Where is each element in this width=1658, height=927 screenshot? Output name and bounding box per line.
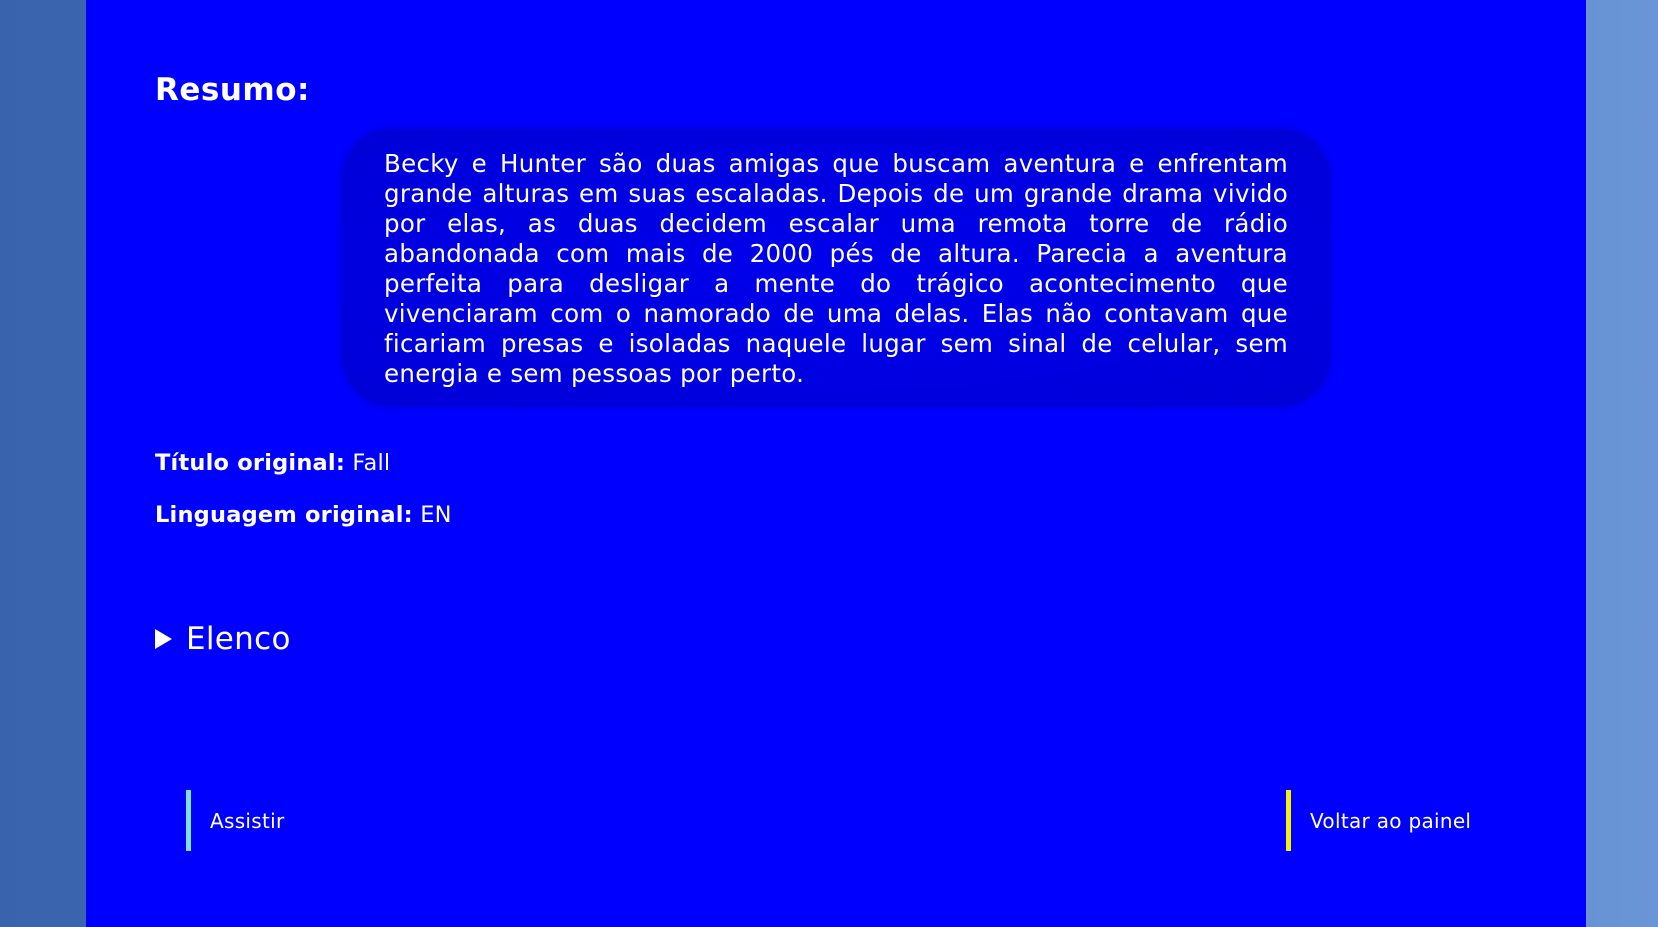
watch-button[interactable]	[186, 790, 285, 851]
original-language-value: EN	[420, 502, 452, 528]
back-to-dashboard-button[interactable]	[1286, 790, 1471, 851]
back-button-label: Voltar ao painel	[1310, 808, 1472, 833]
summary-text: Becky e Hunter são duas amigas que buscam aventura e enfrentam grande alturas em suas escaladas. Depois de um grande drama vivido por elas, as duas decidem escalar uma remota torre de rádio abandonada com mais de 2000 pés de altura. Parecia a aventura perfeita para desligar a mente do trágico acontecimento que vivenciaram com o namorado de uma delas. Elas não contavam que ficariam presas e isoladas naquele lugar sem sinal de celular, sem energia e sem pessoas por perto.	[384, 149, 1288, 388]
cast-toggle-label: Elenco	[186, 621, 291, 657]
main-panel	[86, 0, 1586, 927]
original-title-label: Título original:	[155, 450, 346, 476]
original-language-row	[155, 502, 452, 528]
cast-disclosure-toggle[interactable]	[155, 621, 291, 657]
summary-box	[342, 129, 1330, 406]
summary-heading: Resumo:	[155, 72, 310, 108]
original-title-value: Fall	[352, 450, 391, 476]
watch-button-label: Assistir	[210, 808, 285, 833]
original-title-row	[155, 450, 390, 476]
triangle-right-icon	[155, 629, 172, 649]
original-language-label: Linguagem original:	[155, 502, 413, 528]
